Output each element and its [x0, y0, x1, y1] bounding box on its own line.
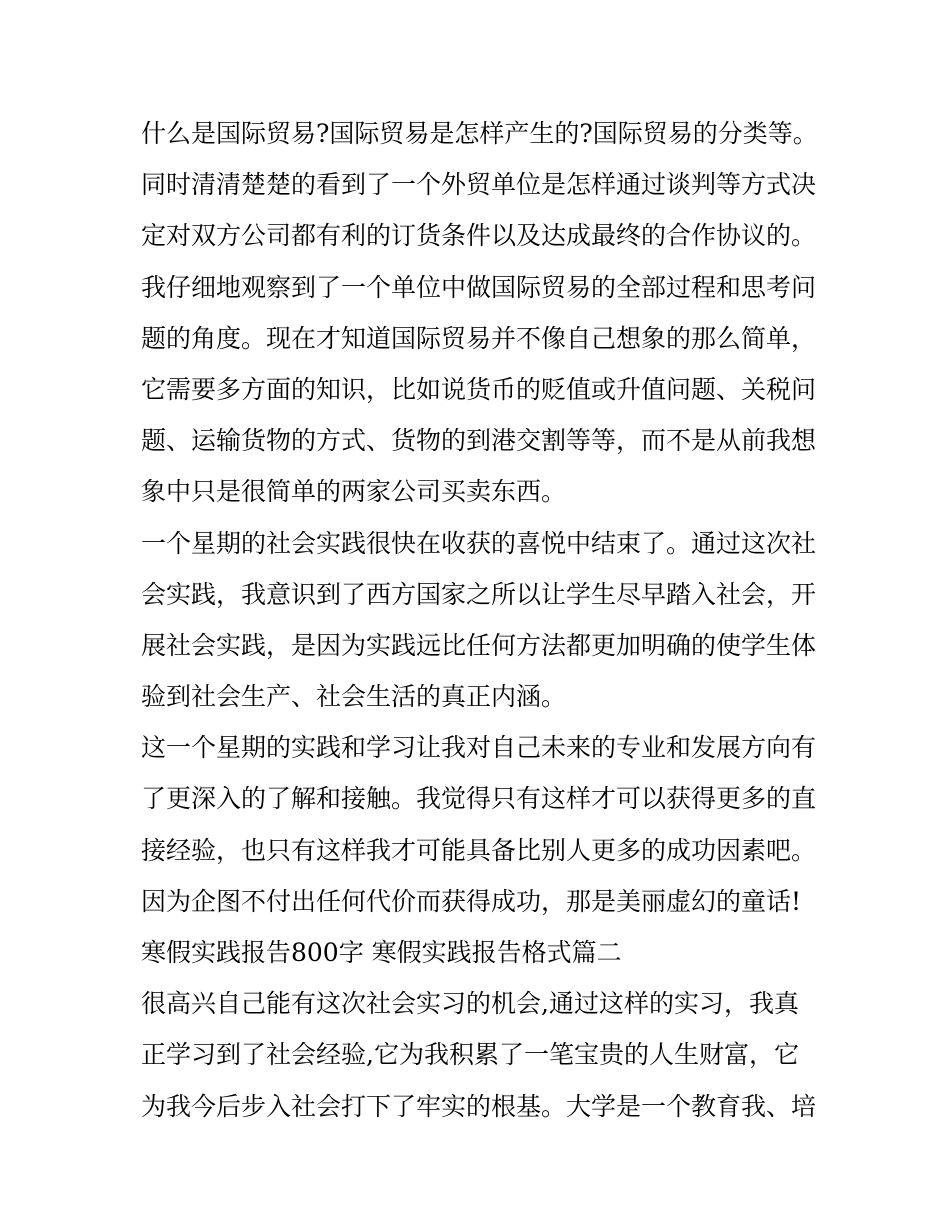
text-line-11: 展社会实践，是因为实践远比任何方法都更加明确的使学生体 [141, 630, 817, 660]
text-line-8: 象中只是很简单的两家公司买卖东西。 [141, 477, 567, 507]
text-line-7: 题、运输货物的方式、货物的到港交割等等，而不是从前我想 [141, 426, 817, 456]
text-line-9: 一个星期的社会实践很快在收获的喜悦中结束了。通过这次社 [141, 528, 817, 558]
document-body [141, 108, 821, 1132]
text-line-5: 题的角度。现在才知道国际贸易并不像自己想象的那么简单， [141, 323, 817, 353]
text-line-2: 同时清清楚楚的看到了一个外贸单位是怎样通过谈判等方式决 [141, 170, 817, 200]
text-line-6: 它需要多方面的知识，比如说货币的贬值或升值问题、关税问 [141, 374, 817, 404]
text-line-20: 为我今后步入社会打下了牢实的根基。大学是一个教育我、培 [141, 1091, 817, 1121]
text-line-15: 接经验，也只有这样我才可能具备比别人更多的成功因素吧。 [141, 835, 817, 865]
text-line-14: 了更深入的了解和接触。我觉得只有这样才可以获得更多的直 [141, 784, 817, 814]
text-line-16: 因为企图不付出任何代价而获得成功，那是美丽虚幻的童话! [141, 886, 802, 916]
section-heading: 寒假实践报告800字 寒假实践报告格式篇二 [141, 938, 622, 967]
text-line-12: 验到社会生产、社会生活的真正内涵。 [141, 682, 567, 712]
text-line-3: 定对双方公司都有利的订货条件以及达成最终的合作协议的。 [141, 221, 817, 251]
text-line-10: 会实践，我意识到了西方国家之所以让学生尽早踏入社会，开 [141, 579, 817, 609]
text-line-18: 很高兴自己能有这次社会实习的机会,通过这样的实习，我真 [141, 989, 799, 1019]
text-line-4: 我仔细地观察到了一个单位中做国际贸易的全部过程和思考问 [141, 272, 817, 302]
text-line-13: 这一个星期的实践和学习让我对自己未来的专业和发展方向有 [141, 733, 817, 763]
text-line-1: 什么是国际贸易?国际贸易是怎样产生的?国际贸易的分类等。 [141, 119, 818, 148]
text-line-19: 正学习到了社会经验,它为我积累了一笔宝贵的人生财富，它 [141, 1040, 799, 1070]
